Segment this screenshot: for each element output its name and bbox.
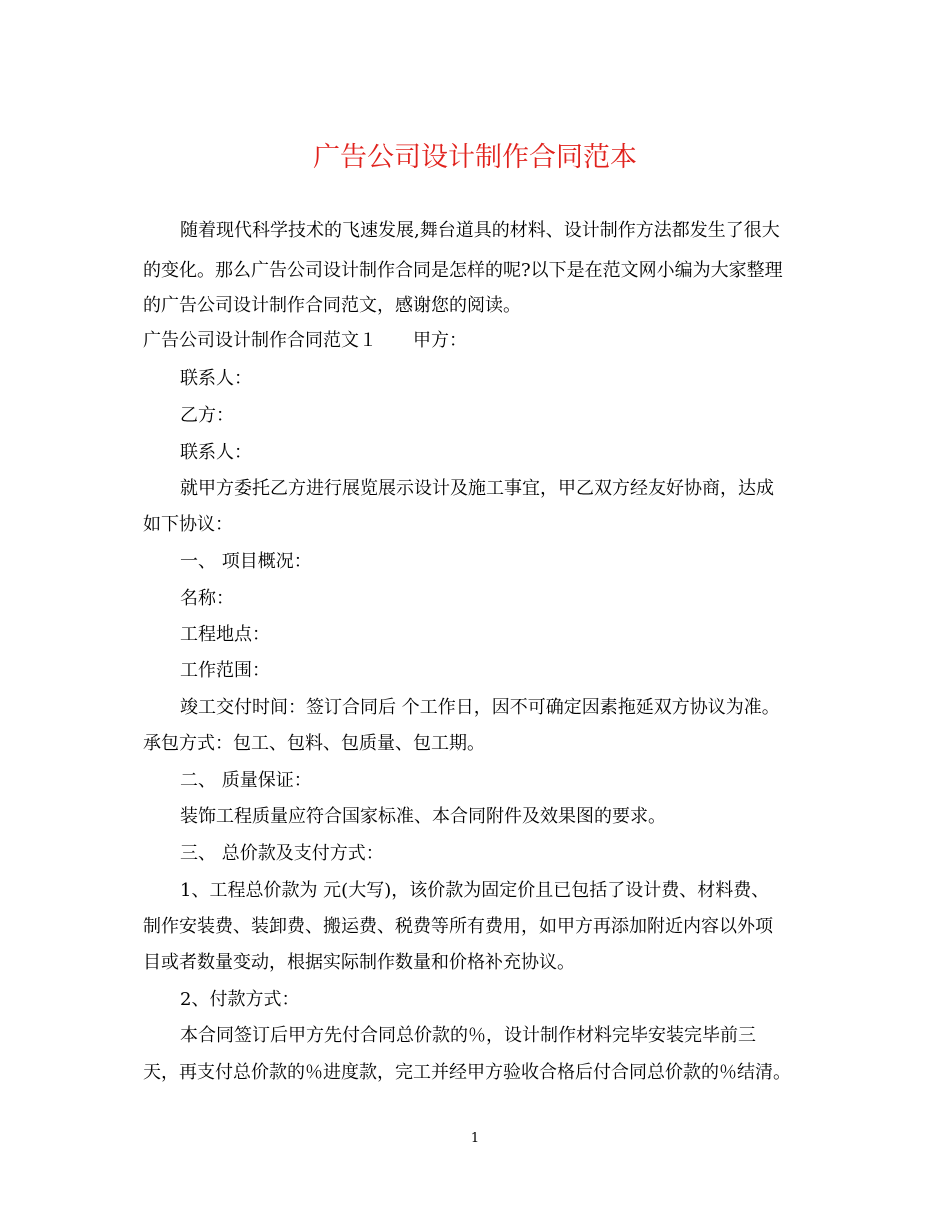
paragraph-line: 工作范围： bbox=[180, 660, 270, 681]
paragraph-line: 随着现代科学技术的飞速发展,舞台道具的材料、设计制作方法都发生了很大 bbox=[180, 220, 780, 241]
paragraph-line: 天，再支付总价款的％进度款，完工并经甲方验收合格后付合同总价款的％结清。 bbox=[143, 1062, 791, 1083]
paragraph-line: 名称： bbox=[180, 588, 234, 609]
document-title: 广告公司设计制作合同范本 bbox=[313, 142, 637, 173]
paragraph-line: 工程地点： bbox=[180, 624, 270, 645]
paragraph-line: 的变化。那么广告公司设计制作合同是怎样的呢?以下是在范文网小编为大家整理 bbox=[143, 260, 783, 281]
paragraph-line: 制作安装费、装卸费、搬运费、税费等所有费用，如甲方再添加附近内容以外项 bbox=[143, 916, 773, 937]
paragraph-line: 广告公司设计制作合同范文１ 甲方： bbox=[143, 330, 467, 351]
paragraph-line: 2、付款方式： bbox=[180, 989, 300, 1010]
page-number: 1 bbox=[470, 1131, 480, 1146]
paragraph-line: 联系人： bbox=[180, 442, 252, 463]
paragraph-line: 装饰工程质量应符合国家标准、本合同附件及效果图的要求。 bbox=[180, 806, 666, 827]
paragraph-line: 联系人： bbox=[180, 368, 252, 389]
paragraph-line: 竣工交付时间：签订合同后 个工作日，因不可确定因素拖延双方协议为准。 bbox=[180, 697, 780, 718]
section-heading: 二、 质量保证： bbox=[180, 770, 312, 791]
paragraph-line: 1、工程总价款为 元(大写)，该价款为固定价且已包括了设计费、材料费、 bbox=[180, 880, 770, 901]
section-heading: 一、 项目概况： bbox=[180, 551, 312, 572]
paragraph-line: 本合同签订后甲方先付合同总价款的％，设计制作材料完毕安装完毕前三 bbox=[180, 1025, 756, 1046]
paragraph-line: 如下协议： bbox=[143, 514, 233, 535]
paragraph-line: 目或者数量变动，根据实际制作数量和价格补充协议。 bbox=[143, 952, 575, 973]
paragraph-line: 乙方： bbox=[180, 405, 234, 426]
section-heading: 三、 总价款及支付方式： bbox=[180, 843, 384, 864]
paragraph-line: 承包方式：包工、包料、包质量、包工期。 bbox=[143, 733, 485, 754]
paragraph-line: 的广告公司设计制作合同范文，感谢您的阅读。 bbox=[143, 295, 521, 316]
paragraph-line: 就甲方委托乙方进行展览展示设计及施工事宜，甲乙双方经友好协商，达成 bbox=[180, 478, 774, 499]
